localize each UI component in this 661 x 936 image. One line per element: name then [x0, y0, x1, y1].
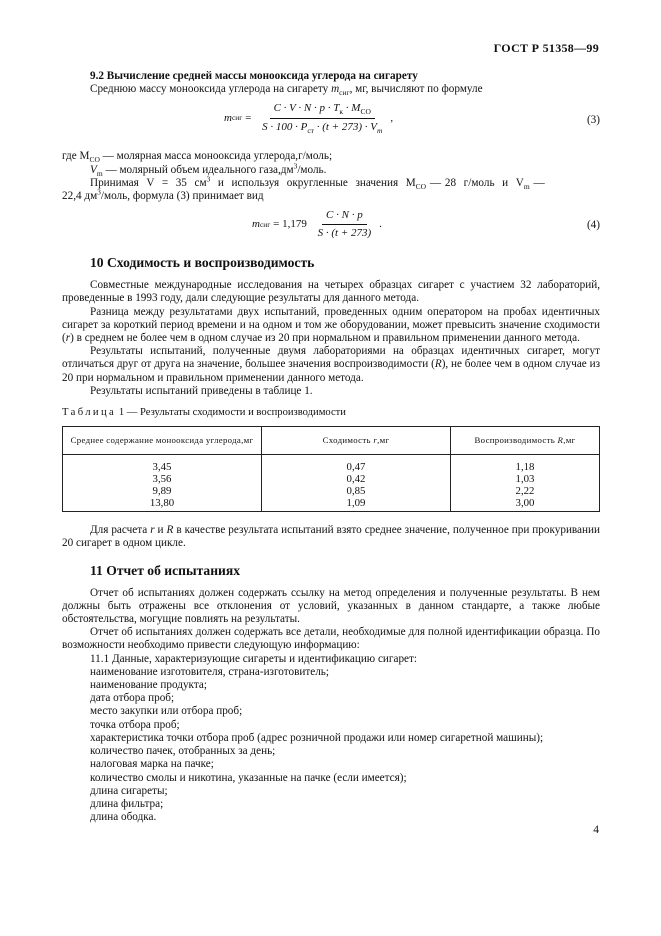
list-item: длина ободка. [90, 811, 157, 824]
table-header-row [63, 427, 600, 455]
list-item: наименование продукта; [90, 679, 207, 692]
table-cell: 1,18 [451, 455, 600, 474]
accept-line-1 [62, 174, 600, 192]
header-reproducibility-unit: ,мг [563, 435, 576, 446]
table-cell: 3,00 [451, 497, 600, 512]
intro-text: Среднюю массу монооксида углерода на сигарету [90, 83, 332, 96]
list-item: длина фильтра; [90, 797, 164, 810]
accept-sub-2: m [523, 182, 530, 192]
table-caption-title: 1 — Результаты сходимости и воспроизводимости [116, 407, 346, 419]
table-cell: 13,80 [63, 497, 262, 512]
denominator-text: S · 100 · P [262, 120, 308, 133]
accept-text-b: и используя округленные значения M [210, 176, 416, 189]
formula-4-coefficient: = 1,179 [270, 218, 310, 231]
intro-subscript: сиг [339, 88, 350, 98]
table-cell: 3,56 [63, 473, 262, 485]
section-11-paragraph-2: Отчет об испытаниях должен содержать все детали, необходимые для полной идентификации образца. По возможности необходимо привести следующую информацию: [62, 626, 600, 652]
subsection-heading-9-2: 9.2 Вычисление средней массы монооксида углерода на сигарету [90, 70, 418, 82]
formula-3-expression: m сиг = $\frac{C \cdot V \cdot N \cdot p \cdot T_к \cdot M_{CO}}{S \cdot 100 \cdot P_{ст} \cdot (t + 273) \cdot V_m}$ , [224, 102, 394, 135]
table-cell: 0,42 [262, 473, 451, 485]
p3-text-b: ), не более чем в одном случае из 20 при нормальном и правильном применении данного метода. [62, 358, 600, 384]
accept-line2-sup: 3 [97, 187, 101, 197]
numerator-sub-2: CO [360, 107, 371, 117]
table-caption-word: Таблица [62, 407, 117, 419]
formula-3-lhs: m [224, 111, 232, 124]
table-cell: 0,85 [262, 485, 451, 497]
where-line-1 [62, 150, 600, 163]
table-cell: 1,03 [451, 473, 600, 485]
numerator-mid: · M [343, 102, 361, 115]
list-item: наименование изготовителя, страна-изготовитель; [90, 665, 329, 678]
table-cell: 1,09 [262, 497, 451, 512]
where2-var: V [90, 163, 97, 176]
list-item: количество смолы и никотина, указанные на пачке (если имеется); [90, 771, 407, 784]
p3-text-a: Результаты испытаний, полученные двумя лабораториями на образцах идентичных сигарет, могут отличаться друг от друга на значение, большее значения воспроизводимости ( [62, 345, 600, 371]
accept-line2-text: 22,4 дм [62, 190, 98, 203]
table-note-paragraph [62, 524, 600, 550]
standard-code: ГОСТ Р 51358—99 [493, 41, 599, 55]
accept-text-a: Принимая V = 35 см [90, 176, 207, 189]
list-item: 11.1 Данные, характеризующие сигареты и идентификацию сигарет: [90, 652, 418, 665]
list-item: характеристика точки отбора проб (адрес розничной продажи или номер сигаретной машины); [90, 731, 544, 744]
header-repeatability-unit: ,мг [377, 435, 390, 446]
where-text: где M [62, 150, 90, 163]
formula-4-expression: m сиг = 1,179 $\frac{C \cdot N \cdot p}{S \cdot (t + 273)}$ . [252, 209, 382, 240]
section-10-paragraph-4: Результаты испытаний приведены в таблице 1. [90, 384, 313, 397]
results-table [62, 426, 600, 512]
accept-text-d: — [529, 176, 545, 189]
section-10-paragraph-1: Совместные международные исследования на четырех образцах сигарет с участием 32 лабораторий, проведенные в 1993 году, дали следующие результаты для данного метода. [62, 279, 600, 305]
list-item: количество пачек, отобранных за день; [90, 745, 276, 758]
formula-4 [62, 209, 600, 243]
note-var-R: R [166, 524, 174, 537]
header-reproducibility-text: Воспроизводимость [474, 435, 558, 446]
formula-3-denominator [258, 119, 386, 134]
formula-4-denominator: S · (t + 273) [317, 227, 372, 240]
table-caption [62, 406, 600, 419]
note-text-a: Для расчета [90, 524, 151, 537]
p3-var: R [434, 358, 442, 371]
denominator-text-end: · (t + 273) · V [313, 120, 377, 133]
accept-sub: CO [415, 182, 427, 192]
formula-3-numerator [270, 102, 375, 118]
denominator-sub-2: m [376, 125, 383, 135]
where2-sub: m [96, 168, 103, 178]
note-var-r: r [150, 524, 155, 537]
intro-variable: m [331, 83, 340, 96]
formula-4-numerator: C · N · p [322, 209, 367, 225]
where2-text: — молярный объем идеального газа,дм [102, 163, 294, 176]
formula-intro [62, 83, 600, 96]
table-row [63, 485, 600, 497]
formula-4-period: . [379, 218, 382, 231]
header-mean-content [63, 427, 262, 455]
header-repeatability-var: r [373, 435, 378, 446]
where-sub: CO [89, 155, 100, 165]
list-item: налоговая марка на пачке; [90, 758, 214, 771]
table-cell: 2,22 [451, 485, 600, 497]
table-cell: 9,89 [63, 485, 262, 497]
section-heading-11: 11 Отчет об испытаниях [90, 562, 241, 578]
formula-3 [62, 102, 600, 144]
page-number: 4 [593, 824, 599, 836]
header-repeatability-text: Сходимость [322, 435, 374, 446]
header-reproducibility [451, 427, 600, 455]
where2-text-end: /моль. [297, 163, 327, 176]
header-repeatability [262, 427, 451, 455]
header-mean-content-text: Среднее содержание монооксида углерода,мг [70, 435, 254, 446]
table-row [63, 455, 600, 474]
denominator-sub-1: ст [307, 125, 314, 135]
accept-text-c: — 28 г/моль и V [426, 176, 524, 189]
note-text-mid: и [154, 524, 167, 537]
accept-sup: 3 [206, 174, 211, 184]
section-10-paragraph-2 [62, 306, 600, 346]
list-item: длина сигареты; [90, 784, 168, 797]
table-row [63, 473, 600, 485]
formula-4-lhs: m [252, 218, 260, 231]
where-text-end: — молярная масса монооксида углерода,г/моль; [99, 150, 333, 163]
list-item: место закупки или отбора проб; [90, 705, 243, 718]
list-item: точка отбора проб; [90, 718, 180, 731]
report-items-list [62, 653, 600, 825]
note-text-b: в качестве результата испытаний взято среднее значение, полученное при прокуривании 20 сигарет в одном цикле. [62, 524, 600, 550]
equation-number-3: (3) [586, 114, 600, 127]
list-item: дата отбора проб; [90, 692, 175, 705]
header-reproducibility-var: R [557, 435, 564, 446]
section-11-paragraph-1: Отчет об испытаниях должен содержать ссылку на метод определения и полученные результаты. В нем должны быть отражены все отклонения от условий, указанных в данном стандарте, а также любые обстоятельства, могущие повлиять на результаты. [62, 586, 600, 626]
page-content [62, 70, 600, 824]
accept-line2-text-end: /моль, формула (3) принимает вид [100, 190, 264, 203]
formula-4-fraction [314, 209, 376, 240]
formula-3-equals: = [242, 111, 255, 124]
p2-var: r [65, 332, 71, 345]
p2-text-a: Разница между результатами двух испытаний, проведенных одним оператором на пробах идентичных сигарет за короткий период времени и на одном и том же оборудовании, может превысить значение сходимости ( [62, 305, 600, 345]
table-row [63, 497, 600, 512]
formula-3-comma: , [390, 111, 394, 124]
section-heading-10: 10 Сходимость и воспроизводимость [90, 255, 315, 271]
equation-number-4: (4) [586, 219, 600, 232]
numerator-sub-1: к [339, 107, 344, 117]
intro-text-end: , мг, вычисляют по формуле [349, 83, 483, 96]
section-10-paragraph-3 [62, 345, 600, 385]
table-cell: 3,45 [63, 455, 262, 474]
p2-text-b: ) в среднем не более чем в одном случае из 20 при нормальном и правильном применении данного метода. [70, 332, 580, 345]
formula-3-fraction [258, 102, 386, 133]
where2-sup: 3 [293, 160, 298, 170]
table-cell: 0,47 [262, 455, 451, 474]
numerator-text: C · V · N · p · T [273, 102, 340, 115]
